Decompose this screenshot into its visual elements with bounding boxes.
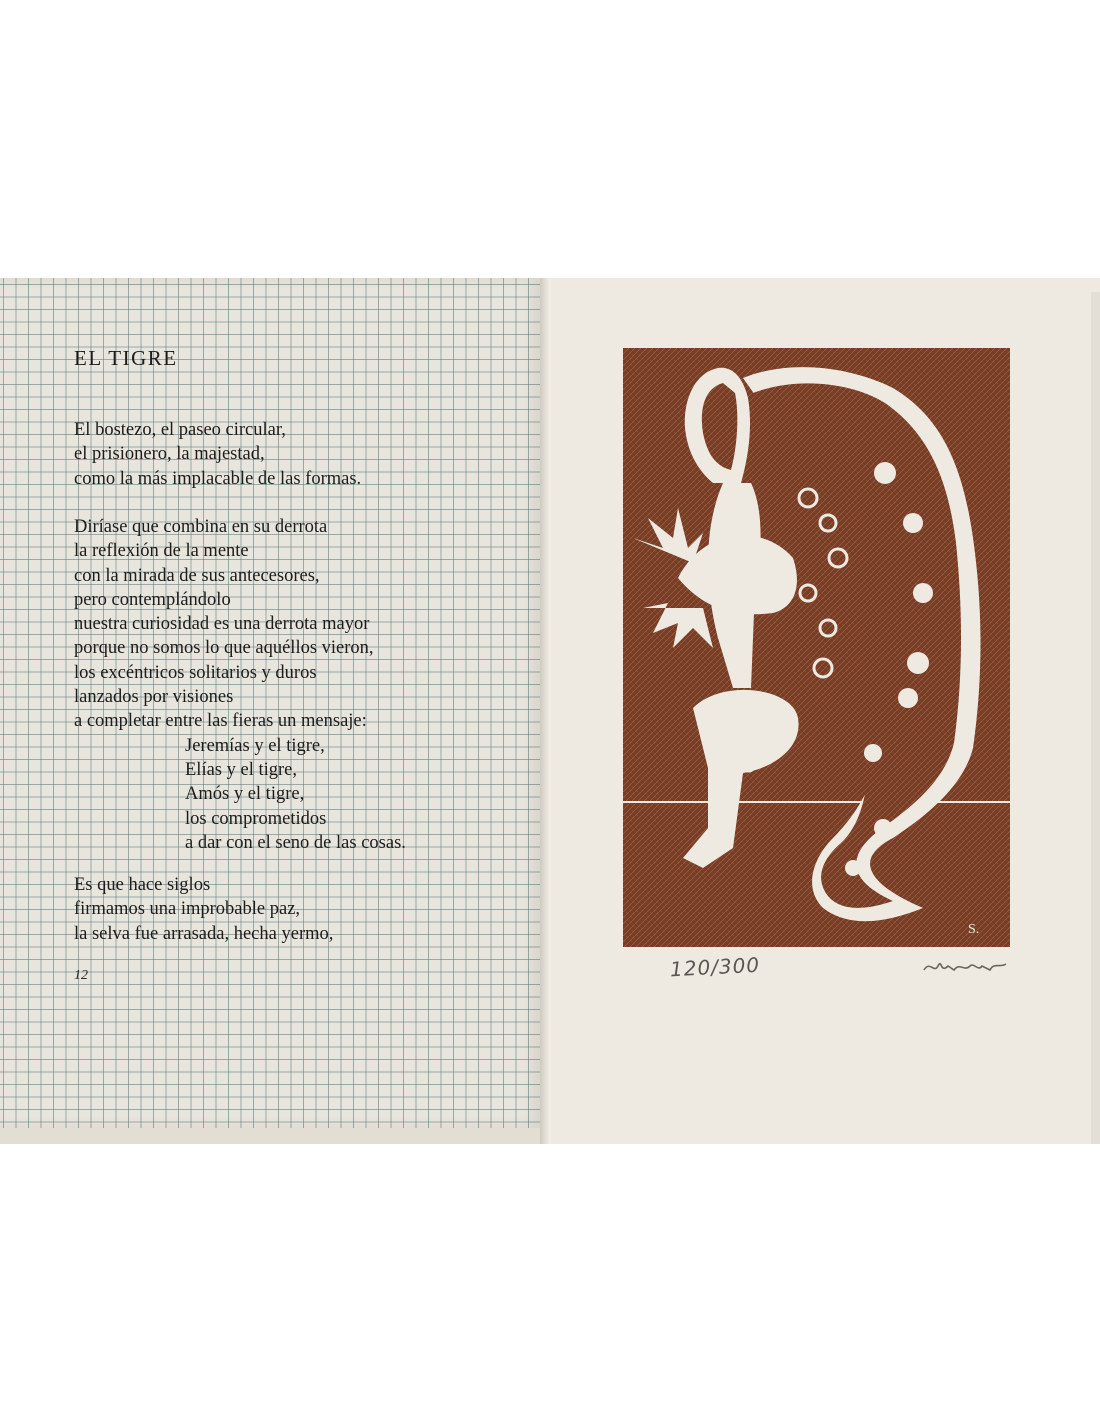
poem-line: Es que hace siglos xyxy=(74,875,211,895)
left-page-grid-paper xyxy=(0,278,541,1128)
edition-number: 120/300 xyxy=(669,952,761,982)
poem-line: la reflexión de la mente xyxy=(74,541,249,562)
poem-line: a dar con el seno de las cosas. xyxy=(185,832,406,853)
poem-line: los excéntricos solitarios y duros xyxy=(74,662,317,683)
poem-title: EL TIGRE xyxy=(74,346,178,370)
poem-line: nuestra curiosidad es una derrota mayor xyxy=(74,614,370,635)
poem-line: Elías y el tigre, xyxy=(185,759,297,780)
poem-line: pero contemplándolo xyxy=(74,589,231,610)
woodcut-print xyxy=(623,348,1010,947)
poem-line: porque no somos lo que aquéllos vieron, xyxy=(74,638,374,659)
stanza-2 xyxy=(74,515,406,855)
poem-line: la selva fue arrasada, hecha yermo, xyxy=(74,923,334,944)
poem-line: el prisionero, la majestad, xyxy=(74,444,265,465)
stanza-3 xyxy=(74,873,333,946)
poem-line: los comprometidos xyxy=(185,808,327,829)
poem-line: lanzados por visiones xyxy=(74,687,234,708)
poem-line: como la más implacable de las formas. xyxy=(74,468,362,489)
poem-line: Diríase que combina en su derrota xyxy=(74,517,328,537)
stanza-1 xyxy=(74,418,361,491)
poem-line: firmamos una improbable paz, xyxy=(74,899,301,920)
poem-line: El bostezo, el paseo circular, xyxy=(74,420,286,440)
poem-line: a completar entre las fieras un mensaje: xyxy=(74,711,367,732)
page-number: 12 xyxy=(74,968,88,983)
poem-line: Jeremías y el tigre, xyxy=(185,735,325,756)
poem-line: con la mirada de sus antecesores, xyxy=(74,565,320,586)
print-monogram: S. xyxy=(968,922,980,937)
artist-signature xyxy=(920,952,1008,978)
page-edge xyxy=(1091,292,1100,1144)
poem-line: Amós y el tigre, xyxy=(185,784,305,805)
